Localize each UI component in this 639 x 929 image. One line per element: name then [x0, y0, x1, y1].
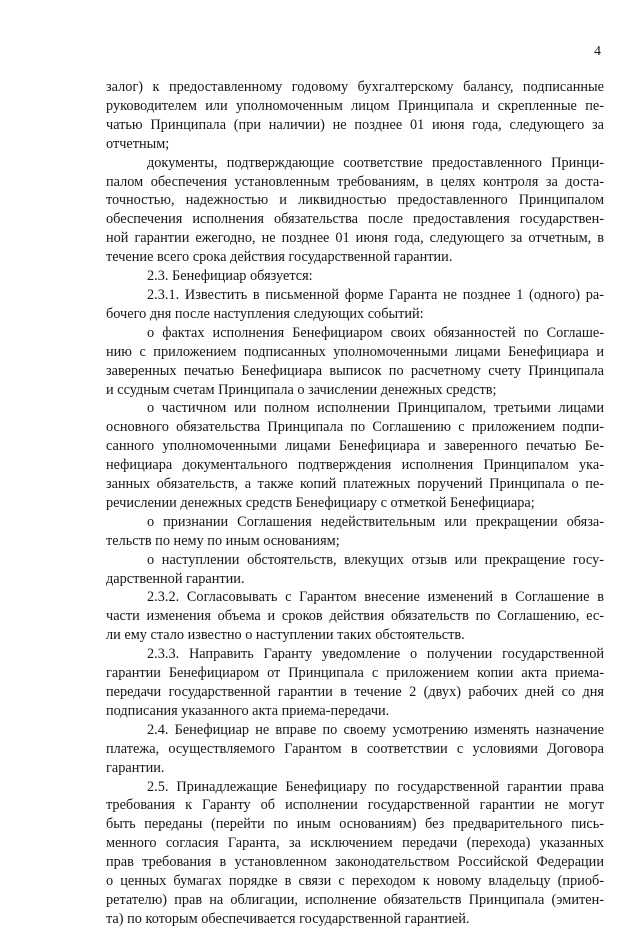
text-line: быть переданы (перейти по иным основаниям) без предварительного пись-: [106, 816, 604, 833]
text-line: санного уполномоченными лицами Бенефициара и заверенного печатью Бе-: [106, 438, 604, 455]
text-line: тельств по нему по иным основаниям;: [106, 532, 340, 549]
text-line: о признании Соглашения недействительным или прекращении обяза-: [147, 513, 604, 530]
text-line: части изменения объема и сроков действия обязательств по Соглашению, ес-: [106, 608, 604, 625]
text-line: чатью Принципала (при наличии) не позднее 01 июня года, следующего за: [106, 116, 604, 133]
text-line: та) по которым обеспечивается государственной гарантией.: [106, 910, 470, 927]
text-line: о фактах исполнения Бенефициаром своих обязанностей по Соглаше-: [147, 324, 604, 341]
paragraph: [106, 399, 604, 512]
paragraph: [106, 324, 604, 400]
paragraph: [106, 154, 604, 267]
text-line: заверенных печатью Бенефициара выписок по расчетному счету Принципала: [106, 362, 604, 379]
text-line: прав требования в установленном законодательством Российской Федерации: [106, 854, 604, 871]
text-line: о наступлении обстоятельств, влекущих отзыв или прекращение госу-: [147, 551, 604, 568]
page-number: 4: [594, 44, 601, 59]
text-line: течение всего срока действия государственной гарантии.: [106, 249, 453, 266]
text-line: ной гарантии ежегодно, не позднее 01 июня года, следующего за отчетным, в: [106, 230, 604, 247]
paragraph: [106, 78, 604, 154]
text-line: подписания указанного акта приема-передачи.: [106, 702, 390, 719]
text-line: менного согласия Гаранта, за исключением передачи (перехода) указанных: [106, 835, 604, 852]
text-line: нию с приложением подписанных уполномоченными лицами Бенефициара и: [106, 343, 604, 360]
text-line: залог) к предоставленному годовому бухгалтерскому балансу, подписанные: [106, 79, 604, 95]
text-line: ли ему стало известно о наступлении таких обстоятельств.: [106, 627, 465, 644]
text-line: 2.3.1. Известить в письменной форме Гаранта не позднее 1 (одного) ра-: [147, 286, 604, 303]
text-line: документы, подтверждающие соответствие предоставленного Принци-: [147, 154, 604, 171]
paragraph: [106, 588, 604, 645]
text-line: требования к Гаранту об исполнении государственной гарантии не могут: [106, 797, 604, 814]
text-line: о частичном или полном исполнении Принципалом, третьими лицами: [147, 400, 604, 417]
text-line: 2.5. Принадлежащие Бенефициару по государственной гарантии права: [147, 778, 604, 795]
text-line: 2.3. Бенефициар обязуется:: [147, 268, 313, 285]
text-line: 2.4. Бенефициар не вправе по своему усмотрению изменять назначение: [147, 721, 604, 738]
text-line: отчетным;: [106, 135, 170, 152]
text-line: платежа, осуществляемого Гарантом в соответствии с условиями Договора: [106, 740, 604, 757]
paragraph: [106, 721, 604, 778]
paragraph: [106, 267, 604, 286]
paragraph: [106, 513, 604, 551]
text-line: нефициара документального подтверждения исполнения Принципалом ука-: [106, 457, 604, 474]
text-line: 2.3.3. Направить Гаранту уведомление о получении государственной: [147, 646, 604, 663]
text-line: руководителем или уполномоченным лицом Принципала и скрепленные пе-: [106, 97, 604, 114]
text-line: бочего дня после наступления следующих событий:: [106, 305, 424, 322]
text-line: ретателю) прав на облигации, исполнение обязательств Принципала (эмитен-: [106, 891, 604, 908]
text-line: точностью, надежностью и ликвидностью предоставленного Принципалом: [106, 192, 604, 209]
text-line: обеспечения исполнения обязательства после предоставления государствен-: [106, 211, 604, 228]
text-line: передачи государственной гарантии в течение 2 (двух) рабочих дней со дня: [106, 684, 604, 700]
text-line: и ссудным счетам Принципала о зачислении денежных средств;: [106, 381, 497, 398]
paragraph: [106, 645, 604, 721]
text-line: палом обеспечения установленным требованиям, в целях контроля за доста-: [106, 173, 604, 190]
text-line: основного обязательства Принципала по Соглашению с приложением подпи-: [106, 419, 604, 436]
paragraph: [106, 286, 604, 324]
text-line: занных обязательств, а также копий платежных поручений Принципала о пе-: [106, 476, 604, 493]
text-line: гарантии.: [106, 759, 165, 776]
text-line: 2.3.2. Согласовывать с Гарантом внесение изменений в Соглашение в: [147, 589, 604, 606]
text-line: речислении денежных средств Бенефициару с отметкой Бенефициара;: [106, 494, 535, 511]
text-line: дарственной гарантии.: [106, 570, 245, 587]
paragraph: [106, 778, 604, 929]
text-line: о ценных бумагах порядке в связи с переходом к новому владельцу (приоб-: [106, 873, 604, 890]
text-line: гарантии Бенефициаром от Принципала с приложением копии акта приема-: [106, 665, 604, 682]
document-body: [106, 78, 604, 929]
paragraph: [106, 551, 604, 589]
